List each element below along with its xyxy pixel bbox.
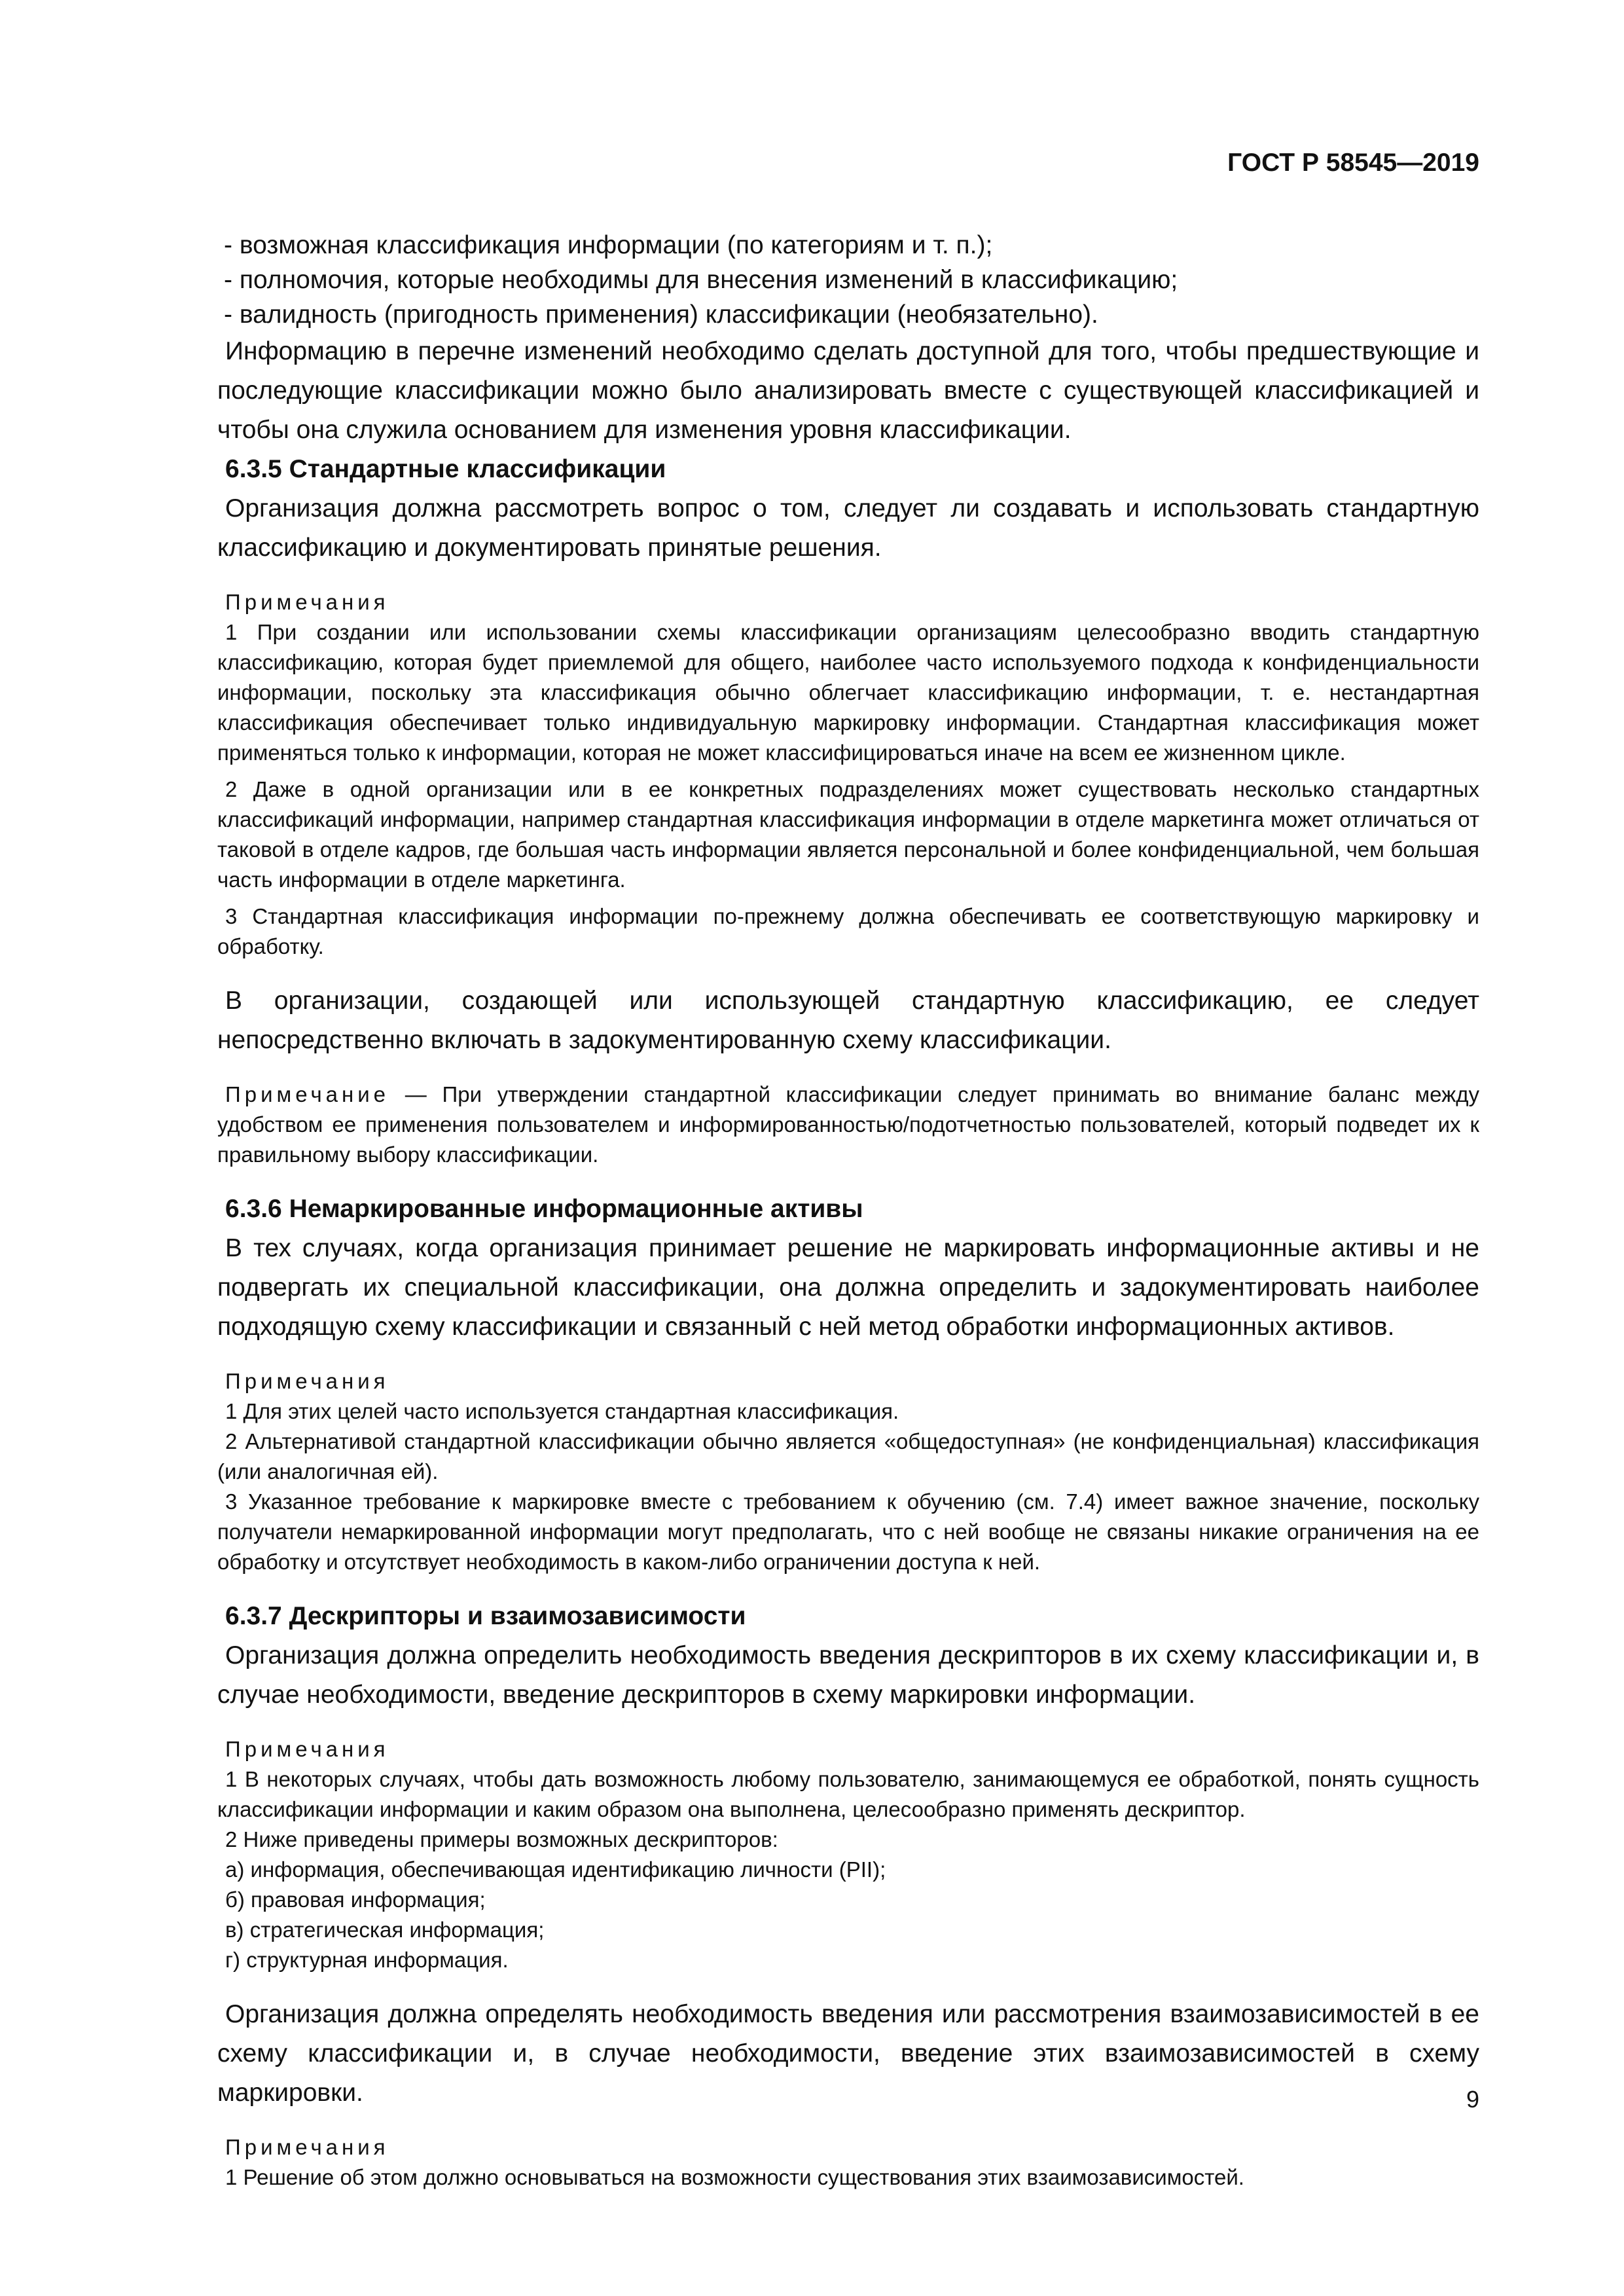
notes-title: Примечания bbox=[225, 590, 389, 614]
example-list-item: б) правовая информация; bbox=[225, 1887, 486, 1912]
note-item: 1 Решение об этом должно основываться на возможности существования этих взаимозависимостей. bbox=[225, 2165, 1244, 2189]
note-item: 3 Указанное требование к маркировке вместе с требованием к обучению (см. 7.4) имеет важное значение, поскольку получатели немаркированной информации могут предполагать, что с ней вообще не связаны никакие ограничения на ее обработку и отсутствует необходимость в каком-либо ограничении доступа к ней. bbox=[217, 1489, 1479, 1574]
notes-title: Примечания bbox=[225, 2135, 389, 2159]
intro-paragraph: Информацию в перечне изменений необходимо сделать доступной для того, чтобы предшествующие и последующие классификации можно было анализировать вместе с существующей классификацией и чтобы она служила основанием для изменения уровня классификации. bbox=[217, 337, 1479, 444]
note-item: 3 Стандартная классификация информации по-прежнему должна обеспечивать ее соответствующую маркировку и обработку. bbox=[217, 904, 1479, 958]
example-list-item: в) стратегическая информация; bbox=[225, 1918, 545, 1942]
notes-block bbox=[217, 2132, 1479, 2193]
section-heading-6-3-7: 6.3.7 Дескрипторы и взаимозависимости bbox=[225, 1602, 746, 1630]
note-item: 2 Альтернативой стандартной классификации обычно является «общедоступная» (не конфиденциальная) классификация (или аналогичная ей). bbox=[217, 1429, 1479, 1484]
note-item: 1 При создании или использовании схемы классификации организациям целесообразно вводить стандартную классификацию, которая будет приемлемой для общего, наиболее часто используемого подхода к конфиденциальности информации, поскольку эта классификация обычно облегчает классификацию информации, т. е. нестандартная классификация обеспечивает только индивидуальную маркировку информации. Стандартная классификация может применяться только к информации, которая не может классифицироваться иначе на всем ее жизненном цикле. bbox=[217, 620, 1479, 765]
note-item: 1 В некоторых случаях, чтобы дать возможность любому пользователю, занимающемуся ее обработкой, понять сущность классификации информации и каким образом она выполнена, целесообразно применять дескриптор. bbox=[217, 1767, 1479, 1821]
document-code-header: ГОСТ Р 58545—2019 bbox=[1227, 149, 1479, 177]
section-paragraph: В организации, создающей или использующей стандартную классификацию, ее следует непосредственно включать в задокументированную схему классификации. bbox=[217, 987, 1479, 1054]
example-list-item: а) информация, обеспечивающая идентификацию личности (PII); bbox=[225, 1857, 886, 1882]
section-paragraph: Организация должна рассмотреть вопрос о том, следует ли создавать и использовать стандартную классификацию и документировать принятые решения. bbox=[217, 494, 1479, 562]
section-paragraph: Организация должна определить необходимость введения дескрипторов в их схему классификации и, в случае необходимости, введение дескрипторов в схему маркировки информации. bbox=[217, 1641, 1479, 1709]
document-page bbox=[217, 0, 1479, 2296]
intro-list-item: - полномочия, которые необходимы для внесения изменений в классификацию; bbox=[224, 266, 1178, 294]
page-number: 9 bbox=[1466, 2086, 1479, 2113]
section-paragraph: В тех случаях, когда организация принимает решение не маркировать информационные активы и не подвергать их специальной классификации, она должна определить и задокументировать наиболее подходящую схему классификации и связанный с ней метод обработки информационных активов. bbox=[217, 1234, 1479, 1341]
section-heading-6-3-6: 6.3.6 Немаркированные информационные активы bbox=[225, 1195, 863, 1223]
note-item: 1 Для этих целей часто используется стандартная классификация. bbox=[225, 1399, 899, 1423]
note-item: 2 Ниже приведены примеры возможных дескрипторов: bbox=[225, 1827, 778, 1851]
intro-list-item: - возможная классификация информации (по категориям и т. п.); bbox=[224, 231, 993, 259]
section-paragraph: Организация должна определять необходимость введения или рассмотрения взаимозависимостей в ее схему классификации и, в случае необходимости, введение этих взаимозависимостей в схему маркировки. bbox=[217, 2000, 1479, 2107]
notes-block bbox=[217, 1366, 1479, 1577]
page-content bbox=[217, 228, 1479, 2212]
notes-title: Примечания bbox=[225, 1737, 389, 1761]
note-label: Примечание bbox=[225, 1082, 390, 1106]
note-text: — При утверждении стандартной классификации следует принимать во внимание баланс между удобством ее применения пользователем и информированностью/подотчетностью пользователей, который подведет их к правильному выбору классификации. bbox=[217, 1082, 1479, 1167]
note-item: 2 Даже в одной организации или в ее конкретных подразделениях может существовать несколько стандартных классификаций информации, например стандартная классификация информации в отделе маркетинга может отличаться от таковой в отделе кадров, где большая часть информации является персональной и более конфиденциальной, чем большая часть информации в отделе маркетинга. bbox=[217, 777, 1479, 892]
notes-block bbox=[217, 1734, 1479, 1975]
example-list-item: г) структурная информация. bbox=[225, 1948, 509, 1972]
notes-block bbox=[217, 587, 1479, 962]
intro-list-item: - валидность (пригодность применения) классификации (необязательно). bbox=[224, 301, 1098, 329]
section-heading-6-3-5: 6.3.5 Стандартные классификации bbox=[225, 455, 666, 483]
notes-title: Примечания bbox=[225, 1369, 389, 1393]
single-note bbox=[217, 1080, 1479, 1170]
single-note-block bbox=[217, 1080, 1479, 1170]
